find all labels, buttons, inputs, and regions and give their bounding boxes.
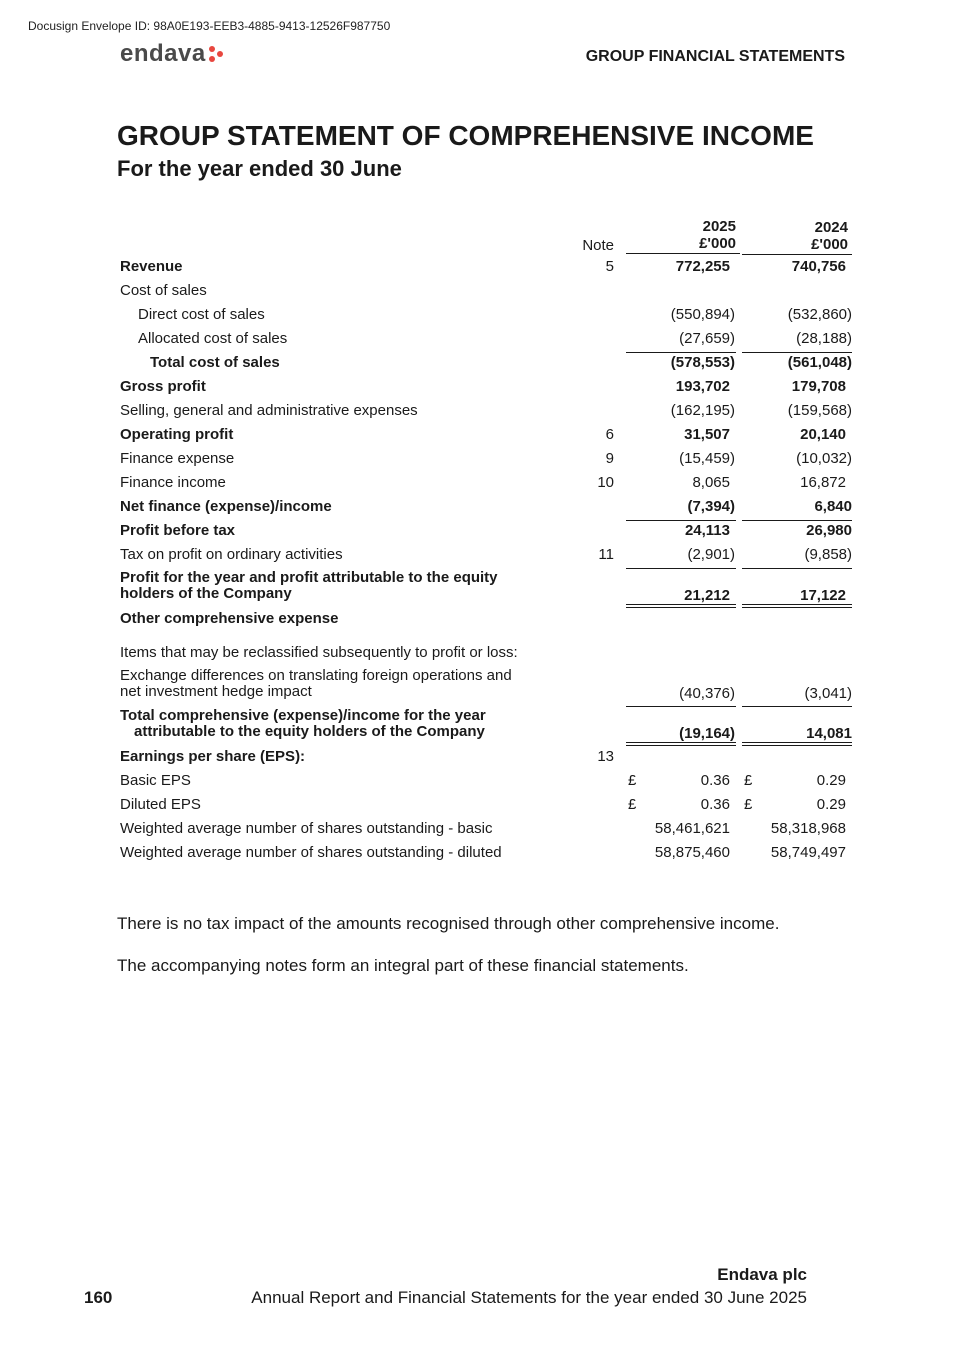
row-label-line-1: Profit for the year and profit attributable to the equity	[120, 569, 498, 586]
row-label: Direct cost of sales	[138, 306, 265, 323]
row-label: Selling, general and administrative expenses	[120, 402, 418, 419]
row-label-line-1: Total comprehensive (expense)/income for the year	[120, 707, 486, 724]
row-label: Net finance (expense)/income	[120, 498, 332, 515]
unit-2025: £'000	[699, 235, 736, 252]
row-label: Tax on profit on ordinary activities	[120, 546, 343, 563]
value-2024: (561,048)	[787, 354, 852, 371]
table-row-diluted-eps	[116, 792, 856, 816]
row-label: Gross profit	[120, 378, 206, 395]
table-row-total-cost	[116, 350, 856, 374]
value-2025: (15,459)	[679, 450, 735, 467]
unit-2024: £'000	[811, 236, 848, 253]
value-2025: 8,065	[692, 474, 730, 491]
footer-company: Endava plc	[717, 1265, 807, 1284]
value-2025: 0.36	[700, 772, 730, 789]
value-2025: 58,875,460	[654, 844, 730, 861]
footer-report-title: Annual Report and Financial Statements for the year ended 30 June 2025	[251, 1288, 807, 1307]
value-2024: 0.29	[816, 772, 846, 789]
row-label: Basic EPS	[120, 772, 191, 789]
docusign-envelope-id: Docusign Envelope ID: 98A0E193-EEB3-4885-9413-12526F987750	[28, 19, 391, 33]
value-2025: (19,164)	[679, 725, 735, 742]
row-label-line-2: net investment hedge impact	[120, 683, 312, 700]
table-row-wa-basic	[116, 816, 856, 840]
value-2025: 31,507	[684, 426, 730, 443]
value-2025: 58,461,621	[654, 820, 730, 837]
subtotal-rule	[626, 352, 736, 353]
subtotal-rule	[742, 706, 852, 707]
year-2024: 2024	[814, 219, 848, 236]
value-2025: (550,894)	[670, 306, 735, 323]
row-label	[120, 708, 486, 740]
table-header	[116, 210, 856, 254]
page-title: GROUP STATEMENT OF COMPREHENSIVE INCOME	[117, 120, 814, 151]
table-row-finance-income	[116, 470, 856, 494]
row-label: Finance expense	[120, 450, 235, 467]
value-2025: (2,901)	[687, 546, 735, 563]
currency-symbol-2025: £	[628, 772, 637, 789]
row-label-line-1: Exchange differences on translating foreign operations and	[120, 667, 512, 684]
logo-text: endava	[120, 40, 206, 67]
subtotal-rule	[742, 568, 852, 569]
table-row-eps-heading	[116, 744, 856, 768]
value-2024: 58,318,968	[770, 820, 846, 837]
row-label: Cost of sales	[120, 282, 207, 299]
row-label: Finance income	[120, 474, 226, 491]
currency-symbol-2025: £	[628, 796, 637, 813]
value-2024: 58,749,497	[770, 844, 846, 861]
value-2025: (7,394)	[687, 498, 735, 515]
table-row-profit-before-tax	[116, 518, 856, 542]
table-row-other-comprehensive	[116, 606, 856, 630]
row-label: Weighted average number of shares outstanding - basic	[120, 820, 493, 837]
table-row-gross-profit	[116, 374, 856, 398]
page-number: 160	[84, 1288, 113, 1307]
table-row-sga	[116, 398, 856, 422]
table-row-finance-expense	[116, 446, 856, 470]
value-2024: (10,032)	[796, 450, 852, 467]
value-2024: 179,708	[791, 378, 846, 395]
table-row-exchange-differences	[116, 664, 856, 704]
value-2025: (162,195)	[670, 402, 735, 419]
table-row-profit-for-year	[116, 566, 856, 606]
row-label: Earnings per share (EPS):	[120, 748, 306, 765]
value-2025: 24,113	[684, 522, 730, 539]
value-2024: 26,980	[806, 522, 852, 539]
subtotal-rule	[626, 706, 736, 707]
table-row-net-finance	[116, 494, 856, 518]
year-2025: 2025	[702, 218, 736, 235]
row-note: 6	[605, 426, 614, 443]
value-2025: 193,702	[675, 378, 730, 395]
row-label	[120, 570, 498, 602]
table-row-revenue	[116, 254, 856, 278]
value-2024: (9,858)	[804, 546, 852, 563]
column-header-2025	[626, 218, 740, 254]
table-row-wa-diluted	[116, 840, 856, 864]
column-header-2024	[742, 219, 852, 255]
integral-notes-statement: The accompanying notes form an integral part of these financial statements.	[117, 956, 689, 975]
endava-logo	[120, 40, 224, 68]
value-2024: 740,756	[791, 258, 846, 275]
table-row-basic-eps	[116, 768, 856, 792]
row-label-line-2: holders of the Company	[120, 585, 292, 602]
value-2024: 6,840	[814, 498, 852, 515]
value-2024: 16,872	[800, 474, 846, 491]
table-row-allocated-cost	[116, 326, 856, 350]
row-note: 13	[597, 748, 614, 765]
table-row-tax	[116, 542, 856, 566]
tax-impact-note: There is no tax impact of the amounts recognised through other comprehensive income.	[117, 914, 780, 933]
value-2025: 0.36	[700, 796, 730, 813]
table-row-cost-of-sales	[116, 278, 856, 302]
row-label: Other comprehensive expense	[120, 610, 339, 627]
subtotal-rule	[626, 568, 736, 569]
row-label: Revenue	[120, 258, 183, 275]
table-row-items-reclassified	[116, 630, 856, 664]
value-2024: 17,122	[800, 587, 846, 604]
value-2024: 0.29	[816, 796, 846, 813]
subtotal-rule	[626, 520, 736, 521]
row-label: Total cost of sales	[150, 354, 280, 371]
income-statement-table	[116, 210, 856, 864]
value-2025: 21,212	[684, 587, 730, 604]
value-2025: (27,659)	[679, 330, 735, 347]
endava-mark-icon	[208, 45, 224, 63]
note-column-header: Note	[582, 237, 614, 254]
row-note: 9	[605, 450, 614, 467]
value-2024: 20,140	[800, 426, 846, 443]
value-2024: (3,041)	[804, 685, 852, 702]
subtotal-rule	[742, 520, 852, 521]
table-row-total-comprehensive	[116, 704, 856, 744]
table-row-direct-cost	[116, 302, 856, 326]
row-label: Operating profit	[120, 426, 234, 443]
section-title: GROUP FINANCIAL STATEMENTS	[585, 48, 845, 65]
value-2024: (159,568)	[787, 402, 852, 419]
row-label: Items that may be reclassified subsequently to profit or loss:	[120, 644, 518, 661]
value-2024: (532,860)	[787, 306, 852, 323]
row-label-line-2: attributable to the equity holders of the Company	[134, 723, 485, 740]
row-note: 10	[597, 474, 614, 491]
table-row-operating-profit	[116, 422, 856, 446]
row-label: Profit before tax	[120, 522, 236, 539]
row-label: Diluted EPS	[120, 796, 201, 813]
row-label	[120, 668, 512, 700]
value-2025: (578,553)	[670, 354, 735, 371]
value-2024: 14,081	[806, 725, 852, 742]
page-subtitle: For the year ended 30 June	[117, 156, 402, 181]
row-label: Weighted average number of shares outstanding - diluted	[120, 844, 502, 861]
value-2025: 772,255	[675, 258, 730, 275]
currency-symbol-2024: £	[744, 772, 753, 789]
subtotal-rule	[742, 352, 852, 353]
row-note: 11	[598, 546, 614, 563]
row-label: Allocated cost of sales	[138, 330, 288, 347]
currency-symbol-2024: £	[744, 796, 753, 813]
value-2025: (40,376)	[679, 685, 735, 702]
value-2024: (28,188)	[796, 330, 852, 347]
row-note: 5	[605, 258, 614, 275]
